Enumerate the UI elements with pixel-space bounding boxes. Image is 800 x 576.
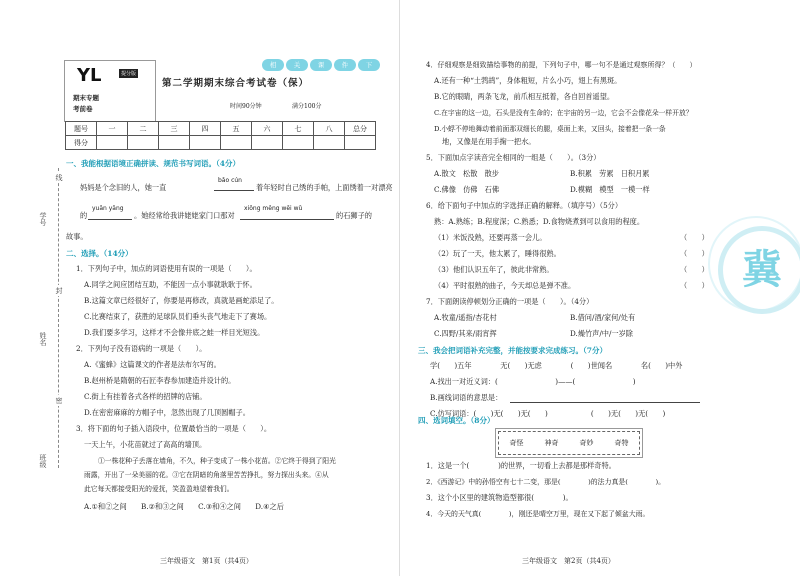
section-2-title: 二、选择。（14分） (66, 249, 133, 258)
definition-list: 熟：A.熟练；B.程度深；C.熟悉；D.食物烧煮到可以食用的程度。 (434, 217, 645, 226)
exam-logo (64, 60, 156, 122)
score-cell[interactable] (252, 136, 283, 150)
tab-label: 相 (262, 59, 284, 71)
option-b[interactable]: B.这篇文章已经很好了，你要是再修改，真就是画蛇添足了。 (84, 296, 279, 305)
score-cell[interactable] (190, 136, 221, 150)
score-table (65, 121, 376, 150)
answer-paren[interactable]: （ ） (680, 265, 709, 274)
word-option: 奇怪 (509, 439, 524, 447)
section-1-title: 一、我能根据语境正确拼读、规范书写词语。（4分） (66, 159, 240, 168)
question-text: 6．给下面句子中加点的字选择正确的解释。（填序号）（5分） (426, 201, 623, 210)
insert-sentence: 一天上午，小花苗就过了高高的墙顶。 (84, 440, 207, 449)
page-footer: 三年级语文 第1页（共4页） (160, 557, 253, 565)
task-a[interactable]: A.找出一对近义词：( )——( ) (430, 377, 636, 386)
idiom-row[interactable]: 学( )五年 无( )无虑 ( )世闻名 名( )中外 (430, 361, 683, 370)
passage-text: 的 (80, 211, 88, 220)
page-title: 第二学期期末综合考试卷（保） (162, 78, 310, 89)
option-c[interactable]: C.四野/其来/雨宵挥 (434, 329, 497, 338)
binding-line (58, 168, 59, 468)
passage-text: 妈妈是个念旧的人，她一直 (80, 183, 167, 192)
province-stamp: 冀 (718, 226, 800, 314)
option-b[interactable]: B.它的眼睛，两条飞龙，前爪相互抵着，各自回首遥望。 (434, 92, 615, 101)
passage-text: 的石狮子的 (336, 211, 372, 220)
option-a[interactable]: A.牧童/遥指/杏花村 (434, 313, 497, 322)
passage-text: 着年轻时自己绣的手帕，上面绣着一对漂亮 (256, 183, 393, 192)
task-b: B.画线词语的意思是： (430, 393, 503, 402)
score-cell[interactable] (221, 136, 252, 150)
sub-question: （3）他们认识五年了，彼此非常熟。 (434, 265, 554, 274)
passage-text: ①一株花种子丢落在墙角，不久，种子变成了一株小花苗。②它终于得到了阳光 (98, 457, 336, 465)
score-cell[interactable] (345, 136, 376, 150)
table-cell: 一 (97, 122, 128, 136)
passage-text: 。她经常给我讲姥姥家门口那对 (134, 211, 235, 220)
options-row[interactable]: A.①和②之间 B.②和③之间 C.③和④之间 D.④之后 (84, 502, 284, 511)
word-bank (498, 431, 640, 455)
sub-question: （4）平时很熟的曲子，今天却总是弹不准。 (434, 281, 576, 290)
table-cell: 得分 (66, 136, 97, 150)
question-text: 7．下面朗读停顿划分正确的一项是（ ）。（4分） (426, 297, 594, 306)
answer-paren[interactable]: （ ） (680, 281, 709, 290)
question-text: 3．将下面的句子插入语段中，位置最恰当的一项是（ ）。 (76, 424, 272, 433)
option-d[interactable]: D.我们要多学习，这样才不会像井底之蛙一样目光短浅。 (84, 328, 265, 337)
logo-badge: 提分版 (121, 71, 137, 77)
time-info: 时间90分钟 (230, 103, 262, 110)
option-b[interactable]: B.赵州桥是隋朝的石匠李春参加建造并设计的。 (84, 376, 236, 385)
table-cell: 八 (314, 122, 345, 136)
score-cell[interactable] (159, 136, 190, 150)
answer-blank[interactable] (240, 219, 334, 220)
option-c[interactable]: C.比赛结束了，获胜的足球队员们垂头丧气地走下了赛场。 (84, 312, 272, 321)
option-c[interactable]: C.在宇宙的这一边，石头是没有生命的；在宇宙的另一边，它会不会像花朵一样开放？ (434, 109, 693, 117)
sub-question: （2）玩了一天，他太累了，睡得很熟。 (434, 249, 561, 258)
option-a[interactable]: A.同学之间应团结互助，不能因一点小事就耿耿于怀。 (84, 280, 257, 289)
tab-label: 件 (334, 59, 356, 71)
table-cell: 总分 (345, 122, 376, 136)
table-row (66, 122, 376, 136)
side-label: 密 (55, 397, 63, 404)
sub-question: （1）米饭没熟，还要再蒸一会儿。 (434, 233, 547, 242)
option-b[interactable]: B.积累 劳累 日积月累 (570, 169, 650, 178)
pinyin-hint: yuān yāng (92, 205, 124, 212)
page-divider (399, 0, 400, 576)
tab-strip (262, 59, 380, 71)
section-3-title: 三、我会把词语补充完整，并能按要求完成练习。（7分） (418, 346, 607, 355)
score-cell[interactable] (128, 136, 159, 150)
option-a[interactable]: A.还有一种“土鹁鸪”，身体粗短，片么小巧，翅上有黑斑。 (434, 76, 622, 85)
page-footer: 三年级语文 第2页（共4页） (522, 557, 615, 565)
side-label: 线 (55, 174, 63, 181)
tab-label: 课 (310, 59, 332, 71)
side-label: 封 (55, 287, 63, 294)
question-text: 4．仔细观察是细致描绘事物的前提，下列句子中，哪一句不是通过观察所得？（ ） (426, 61, 697, 69)
table-cell: 五 (221, 122, 252, 136)
fill-question[interactable]: 3．这个小区里的建筑物造型都很( )。 (426, 493, 573, 502)
score-cell[interactable] (283, 136, 314, 150)
table-cell: 三 (159, 122, 190, 136)
score-cell[interactable] (314, 136, 345, 150)
pinyin-hint: bǎo cún (218, 177, 242, 184)
option-b[interactable]: B.借问/酒/家何/处有 (570, 313, 636, 322)
table-cell: 六 (252, 122, 283, 136)
tab-label: 关 (286, 59, 308, 71)
option-d[interactable]: D.模糊 模型 一模一样 (570, 185, 650, 194)
logo-line-1: 期末专题 (73, 94, 99, 102)
answer-blank[interactable] (214, 190, 254, 191)
question-text: 5．下面加点字读音完全相同的一组是（ ）。（3分） (426, 153, 601, 162)
pinyin-hint: xiōng měng wēi wǔ (244, 205, 303, 212)
side-label: 班级 (39, 454, 47, 468)
option-d[interactable]: D.燥竹声/中/一岁除 (570, 329, 633, 338)
table-row (66, 136, 376, 150)
table-cell: 题号 (66, 122, 97, 136)
option-d[interactable]: D.小蜉不停地舞动着前面那双细长的腿，桌面上来，又回头，接着把一条一条 (434, 125, 666, 133)
score-info: 满分100分 (292, 103, 322, 110)
option-c[interactable]: C.街上有挂着各式各样的招牌的店铺。 (84, 392, 207, 401)
tab-label: 下 (358, 59, 380, 71)
fill-question[interactable]: 4．今天的天气真( )，刚还是晴空万里，现在又下起了倾盆大雨。 (426, 510, 650, 518)
option-c[interactable]: C.佛像 仿佛 石佛 (434, 185, 500, 194)
option-a[interactable]: A.散文 松散 散步 (434, 169, 499, 178)
logo-line-2: 考前卷 (73, 105, 93, 113)
option-d-cont: 地，又像是在用手掬一把水。 (442, 137, 536, 146)
word-option: 奇妙 (579, 439, 594, 447)
fill-question[interactable]: 1．这是一个( )的世界，一切看上去都是那样奇特。 (426, 461, 616, 470)
side-label: 姓名 (39, 332, 47, 346)
word-option: 神奇 (544, 439, 559, 447)
question-text: 2．下列句子没有语病的一项是（ ）。 (76, 344, 207, 353)
option-d[interactable]: D.在密密麻麻的方帽子中，忽然出现了几顶圆帽子。 (84, 408, 250, 417)
task-c[interactable]: C.仿写词语：( )无( )无( ) ( )无( )无( ) (430, 409, 666, 418)
answer-blank[interactable] (510, 402, 700, 403)
passage-text: 此它每天都接受阳光的爱抚，笑盈盈地望着我们。 (84, 485, 234, 493)
answer-blank[interactable] (88, 219, 132, 220)
side-label: 学号 (39, 212, 47, 226)
answer-paren[interactable]: （ ） (680, 249, 709, 258)
option-a[interactable]: A.《蜜蜂》这篇课文的作者是法布尔写的。 (84, 360, 221, 369)
word-option: 奇特 (614, 439, 629, 447)
passage-text: 雨露，开出了一朵美丽的花。③它在阴暗的角落里苦苦挣扎，努力探出头来。④从 (84, 471, 329, 479)
answer-paren[interactable]: （ ） (680, 233, 709, 242)
passage-text: 故事。 (66, 232, 88, 241)
table-cell: 七 (283, 122, 314, 136)
score-cell[interactable] (97, 136, 128, 150)
question-text: 1．下列句子中，加点的词语使用有误的一项是（ ）。 (76, 264, 257, 273)
section-4-title: 四、选词填空。（8分） (418, 416, 495, 425)
table-cell: 四 (190, 122, 221, 136)
fill-question[interactable]: 2．《西游记》中的孙悟空有七十二变，那是( )的法力真是( )。 (426, 478, 666, 486)
logo-mark: YL (77, 65, 102, 86)
table-cell: 二 (128, 122, 159, 136)
